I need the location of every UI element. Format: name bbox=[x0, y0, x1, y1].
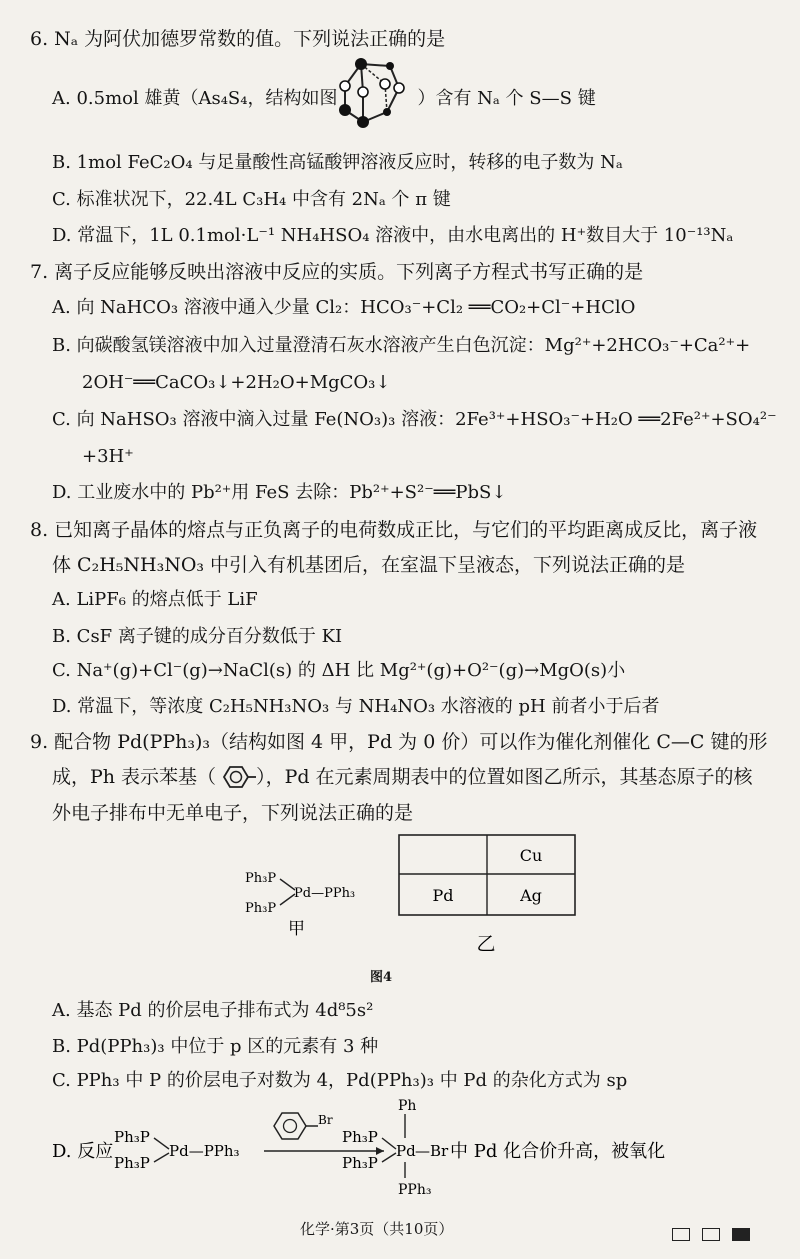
q7-option-b-cont: 2OH⁻══CaCO₃↓+2H₂O+MgCO₃↓ bbox=[82, 372, 391, 393]
jia-label: 甲 bbox=[288, 919, 305, 939]
figure-yi bbox=[398, 834, 578, 964]
q7-option-a[interactable]: A. 向 NaHCO₃ 溶液中通入少量 Cl₂：HCO₃⁻+Cl₂ ══CO₂+Cl⁻+HClO bbox=[52, 297, 636, 318]
square-icon bbox=[702, 1228, 720, 1241]
q9-option-d[interactable] bbox=[52, 1096, 752, 1202]
q9-stem2-post: ），Pd 在元素周期表中的位置如图乙所示，其基态原子的核 bbox=[256, 766, 753, 788]
square-icon bbox=[672, 1228, 690, 1241]
yi-label: 乙 bbox=[476, 933, 496, 955]
figure-caption: 图4 bbox=[370, 970, 393, 985]
d-pd-pph3: Pd—PPh₃ bbox=[169, 1142, 240, 1160]
q9-stem-line1: 9. 配合物 Pd(PPh₃)₃（结构如图 4 甲，Pd 为 0 价）可以作为催化剂催化 C—C 键的形 bbox=[30, 731, 768, 753]
filled-square-icon bbox=[732, 1228, 750, 1241]
d-br-reagent: Br bbox=[318, 1113, 333, 1127]
figure-jia bbox=[240, 862, 380, 942]
d-ph3p-top: Ph₃P bbox=[114, 1128, 150, 1146]
q8-option-c[interactable]: C. Na⁺(g)+Cl⁻(g)→NaCl(s) 的 ΔH 比 Mg²⁺(g)+O²⁻(g)→MgO(s)小 bbox=[52, 660, 626, 681]
q6-option-c[interactable]: C. 标准状况下，22.4L C₃H₄ 中含有 2Nₐ 个 π 键 bbox=[52, 189, 451, 210]
q9-option-b[interactable]: B. Pd(PPh₃)₃ 中位于 p 区的元素有 3 种 bbox=[52, 1036, 379, 1057]
q7-option-b[interactable]: B. 向碳酸氢镁溶液中加入过量澄清石灰水溶液产生白色沉淀：Mg²⁺+2HCO₃⁻+Ca²⁺+ bbox=[52, 335, 751, 356]
q9-stem-line2 bbox=[52, 762, 753, 792]
q9-stem-line3: 外电子排布中无单电子，下列说法正确的是 bbox=[52, 802, 414, 824]
q7-option-c-cont: +3H⁺ bbox=[82, 446, 134, 467]
yi-pd: Pd bbox=[432, 886, 454, 905]
q6-option-a[interactable] bbox=[52, 84, 596, 114]
q8-option-d[interactable]: D. 常温下，等浓度 C₂H₅NH₃NO₃ 与 NH₄NO₃ 水溶液的 pH 前者小于后者 bbox=[52, 696, 660, 717]
d-p-ph3p-top: Ph₃P bbox=[342, 1128, 378, 1146]
jia-ph3p-bottom: Ph₃P bbox=[245, 901, 277, 916]
q6-a-post: ）含有 Nₐ 个 S—S 键 bbox=[417, 88, 596, 109]
yi-ag: Ag bbox=[520, 886, 542, 905]
q7-option-c[interactable]: C. 向 NaHSO₃ 溶液中滴入过量 Fe(NO₃)₃ 溶液：2Fe³⁺+HSO₃⁻+H₂O ══2Fe²⁺+SO₄²⁻ bbox=[52, 409, 777, 430]
q6-stem: 6. Nₐ 为阿伏加德罗常数的值。下列说法正确的是 bbox=[30, 28, 446, 50]
page-marker-squares bbox=[672, 1226, 762, 1245]
bromobenzene-icon bbox=[274, 1113, 318, 1139]
q6-option-d[interactable]: D. 常温下，1L 0.1mol·L⁻¹ NH₄HSO₄ 溶液中，由水电离出的 H⁺数目大于 10⁻¹³Nₐ bbox=[52, 225, 734, 246]
d-p-ph: Ph bbox=[398, 1098, 417, 1114]
q9-d-prefix: D. 反应 bbox=[52, 1141, 114, 1162]
q9-stem2-pre: 成，Ph 表示苯基（ bbox=[52, 766, 217, 788]
q6-a-pre: A. 0.5mol 雄黄（As₄S₄，结构如图 bbox=[52, 88, 338, 109]
q6-option-b[interactable]: B. 1mol FeC₂O₄ 与足量酸性高锰酸钾溶液反应时，转移的电子数为 Nₐ bbox=[52, 152, 623, 173]
q8-option-a[interactable]: A. LiPF₆ 的熔点低于 LiF bbox=[52, 589, 258, 610]
q9-option-a[interactable]: A. 基态 Pd 的价层电子排布式为 4d⁸5s² bbox=[52, 1000, 374, 1021]
jia-ph3p-top: Ph₃P bbox=[245, 871, 277, 886]
q8-stem-line1: 8. 已知离子晶体的熔点与正负离子的电荷数成正比，与它们的平均距离成反比，离子液 bbox=[30, 519, 758, 541]
q7-stem: 7. 离子反应能够反映出溶液中反应的实质。下列离子方程式书写正确的是 bbox=[30, 261, 644, 283]
q8-stem-line2: 体 C₂H₅NH₃NO₃ 中引入有机基团后，在室温下呈液态，下列说法正确的是 bbox=[52, 554, 686, 576]
d-p-pd: Pd bbox=[396, 1142, 416, 1160]
d-ph3p-bottom: Ph₃P bbox=[114, 1154, 150, 1172]
page-footer: 化学·第3页（共10页） bbox=[300, 1220, 454, 1238]
q7-option-d[interactable]: D. 工业废水中的 Pb²⁺用 FeS 去除：Pb²⁺+S²⁻══PbS↓ bbox=[52, 482, 507, 503]
yi-cu: Cu bbox=[519, 846, 543, 865]
jia-pd-pph3: Pd—PPh₃ bbox=[294, 886, 356, 901]
q8-option-b[interactable]: B. CsF 离子键的成分百分数低于 KI bbox=[52, 626, 343, 647]
q9-d-suffix: 中 Pd 化合价升高，被氧化 bbox=[450, 1141, 666, 1162]
d-p-pph3: PPh₃ bbox=[398, 1182, 432, 1198]
d-p-br: —Br bbox=[415, 1142, 449, 1160]
benzene-icon bbox=[216, 762, 256, 792]
d-p-ph3p-bottom: Ph₃P bbox=[342, 1154, 378, 1172]
q9-option-c[interactable]: C. PPh₃ 中 P 的价层电子对数为 4，Pd(PPh₃)₃ 中 Pd 的杂化方式为 sp bbox=[52, 1070, 628, 1091]
as4s4-structure bbox=[337, 84, 417, 114]
